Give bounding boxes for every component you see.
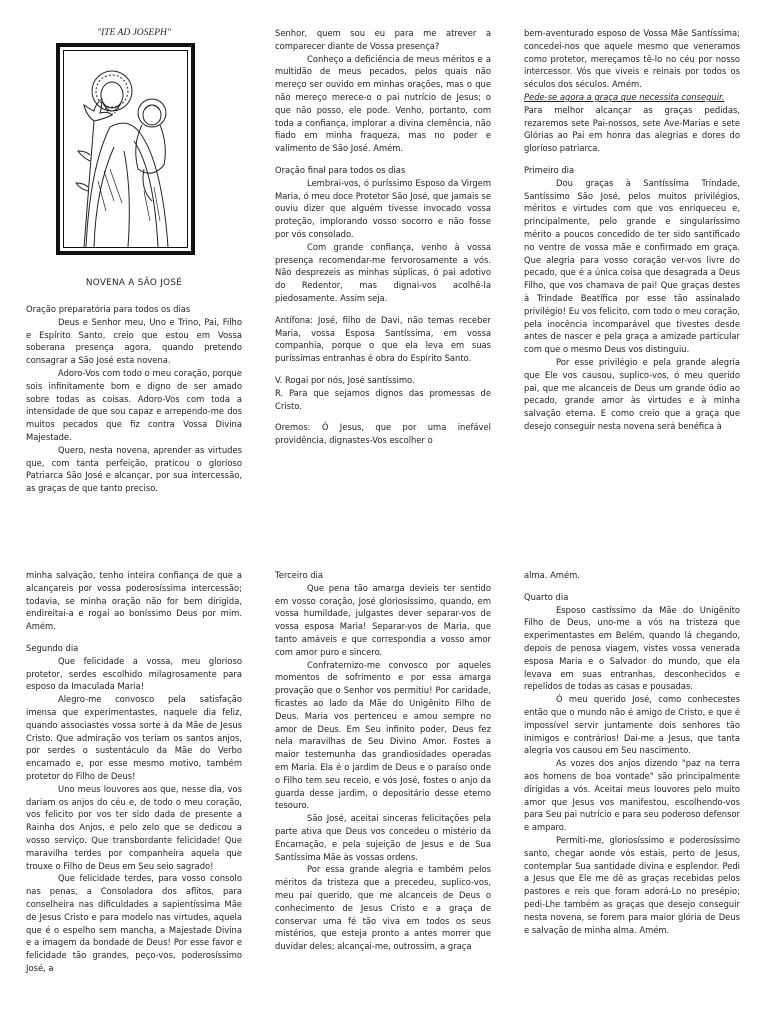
- section-heading: Quarto dia: [524, 591, 569, 602]
- paragraph: Que pena tão amarga devieis ter sentido em vosso coração, José gloriosíssimo, quando, em vossa humildade, julgastes dever separar-vos de vossa esposa Maria! Separar-vos de Maria, que tanto amáveis e que correspondia a vosso amor com amor puro e sincero.: [275, 582, 491, 657]
- paragraph: Que felicidade a vossa, meu glorioso protetor, serdes escolhido milagrosamente para esposo da Imaculada Maria!: [26, 655, 242, 692]
- paragraph: Uno meus louvores aos que, nesse dia, vos dariam os anjos do céu e, de todo o meu coração, vos felicito por vos ter sido dada de presente a Rainha dos Anjos, e pelo zelo que se dedicou a vosso serviço. Que transbordante felicidade! Que maravilha terdes por companheira aquela que trouxe o Filho de Deus em Seu seio sagrado!: [26, 783, 242, 871]
- paragraph: Terceiro dia: [275, 570, 324, 580]
- section-heading: Oração preparatória para todos os dias: [26, 304, 191, 314]
- top-column-1: [26, 303, 242, 495]
- cover-title: NOVENA A SÃO JOSÉ: [85, 278, 183, 288]
- paragraph: Permiti-me, gloriosíssimo e poderosíssimo santo, chegar aonde vós estais, perto de Jesus, contemplar Sua santidade divina e esplendor. Pedi a Jesus que Ele me dê as graças recebidas pelos pastores e reis que foram adorá-Lo no presépio; pedi-Lhe também as graças que desejo conseguir nesta novena, se forem para maior glória de Deus e salvação de minha alma. Amém.: [524, 834, 740, 935]
- paragraph: Alegro-me convosco pela satisfação imensa que experimentastes, naquele dia feliz, quando associastes vossa sorte à da Mãe de Jesus Cristo. Que admiração vos teriam os santos anjos, por serdes o sustentáculo da Mãe do Verbo encarnado e, por esse mesmo motivo, também protetor do Filho de Deus!: [26, 694, 242, 781]
- paragraph: Por essa grande alegria e também pelos méritos da tristeza que a precedeu, suplico-vos, meu pai querido, que me alcanceis de Deus o conhecimento de Jesus Cristo e a graça de conservar uma fé tão viva em todos os seus mistérios, que esteja pronto a antes morrer que duvidar deles; alcançai-me, outrossim, a graça: [275, 864, 491, 952]
- paragraph: São José, aceitai sinceras felicitações pela parte ativa que Deus vos concedeu o mistério da Encarnação, e pela sujeição de Jesus e de Sua Santíssima Mãe às vossas ordens.: [275, 813, 491, 862]
- bottom-column-2: [275, 569, 491, 953]
- saint-joseph-engraving: [56, 43, 195, 255]
- paragraph: Dou graças à Santíssima Trindade, Santíssimo São José, pelos muitos privilégios, méritos e virtudes com que vos enriqueceu e, principalmente, pelo grande e singularíssimo mérito a poucos concedido de ter sido santificado no ventre de vossa mãe e confirmado em graça. Que alegria para vosso coração ver-vos livre do pecado, que é a única coisa que desagrada a Deus Filho, que vos chamava de pai! Que graças destes à Trindade Beatífica por esse tão assinalado privilégio! Eu vos felicito, com todo o meu coração, pela inocência incomparável que tivestes desde antes de nascer e pela graça a amizade particular com que o mesmo Deus vos distinguiu.: [524, 177, 740, 355]
- paragraph: Por esse privilégio e pela grande alegria que Ele vos causou, suplico-vos, ó meu querido pai, que me alcanceis de Deus um grande ódio ao pecado, grande amor às virtudes e à minha salvação eterna. E como creio que a graça que desejo conseguir nesta novena será benéfica à: [524, 356, 740, 431]
- paragraph: alma. Amém.: [524, 570, 580, 580]
- paragraph: Ó meu querido José, como conhecestes então que o mundo não é amigo de Cristo, e que é impossível servir juntamente dois senhores tão inimigos e contrários! Dai-me a Jesus, que tanta alegria vos causou em Seu nascimento.: [524, 694, 740, 756]
- paragraph: Para melhor alcançar as graças pedidas, rezaremos sete Pai-nossos, sete Ave-Marias e sete Glórias ao Pai em honra das alegrias e dores do glorioso patriarca.: [524, 104, 740, 154]
- bottom-column-3: [524, 569, 740, 936]
- paragraph: Quero, nesta novena, aprender as virtudes que, com tanta perfeição, praticou o glorioso Patriarca São José e alcançar, por sua intercessão, as graças de que tanto preciso.: [26, 444, 242, 494]
- saint-joseph-with-child-illustration: [64, 51, 187, 247]
- section-heading: Antífona: José, filho de Davi, não temas receber Maria, vossa Esposa Santíssima, em vossa companhia, porque o que ela leva em suas puríssimas entranhas é obra do Espírito Santo.: [275, 314, 491, 364]
- paragraph: As vozes dos anjos dizendo "paz na terra aos homens de boa vontade" são principalmente dirigidas a vós. Aceitai meus louvores pelo muito amor que Jesus vos manifestou, escolhendo-vos para Seu pai nutrício e para seu poderoso defensor e amparo.: [524, 758, 740, 833]
- paragraph: Senhor, quem sou eu para me atrever a comparecer diante de Vossa presença?: [275, 28, 491, 51]
- top-column-2: [275, 27, 491, 447]
- section-heading: Oremos: Ó Jesus, que por uma inefável providência, dignastes-Vos escolher o: [275, 422, 491, 446]
- paragraph: Deus e Senhor meu, Uno e Trino, Pai, Filho e Espírito Santo, creio que estou em Vossa soberana presença agora, quando pretendo consagrar a São José esta novena.: [26, 316, 242, 366]
- section-heading: Segundo dia: [26, 642, 79, 653]
- section-heading: Oração final para todos os dias: [275, 164, 406, 175]
- paragraph: R. Para que sejamos dignos das promessas de Cristo.: [275, 387, 491, 411]
- cover-tagline: "ITE AD JOSEPH": [97, 28, 171, 38]
- paragraph: minha salvação, tenho inteira confiança de que a alcançareis por vossa poderosíssima intercessão; todavia, se minha oração não for bem dirigida, endireitai-a e rogai ao boníssimo Deus por mim. Amém.: [26, 570, 242, 632]
- paragraph: Pede-se agora a graça que necessita conseguir.: [524, 91, 725, 102]
- paragraph: Lembrai-vos, ó puríssimo Esposo da Virgem Maria, ó meu doce Protetor São José, que jamais se ouviu dizer que alguém tivesse invocado vossa proteção, implorando vosso socorro e não fosse por vós consolado.: [275, 177, 491, 239]
- paragraph: bem-aventurado esposo de Vossa Mãe Santíssima; concedei-nos que aquele mesmo que veneramos como protetor, mereçamos tê-lo no céu por nosso intercessor. Vós que viveis e reinais por todos os séculos dos séculos. Amém.: [524, 28, 740, 90]
- engraving-inner-border: [63, 50, 188, 248]
- paragraph: Que felicidade terdes, para vosso consolo nas penas, a Consoladora dos aflitos, para conselheira nas dificuldades a sapientíssima Mãe de Jesus Cristo e para modelo nas virtudes, aquela que é o espelho sem mancha, a Majestade Divina e a imagem da bondade de Deus! Por esse favor e felicidade tão grandes, peço-vos, poderosíssimo José, a: [26, 873, 242, 973]
- paragraph: Conheço a deficiência de meus méritos e a multidão de meus pecados, pelos quais não mereço ser ouvido em minhas orações, mas o que não mereço merece-o o pai nutrício de Jesus; o que não posso, ele pode. Venho, portanto, com toda a confiança, implorar a divina clemência, não fiado em minha fraqueza, mas no poder e valimento de São José. Amém.: [275, 53, 491, 154]
- top-column-3: [524, 27, 740, 433]
- section-heading: V. Rogai por nós, José santíssimo.: [275, 374, 415, 385]
- paragraph: Esposo castíssimo da Mãe do Unigênito Filho de Deus, uno-me a vós na tristeza que experimentastes em Belém, quando lá chegando, depois de penosa viagem, vistes vossa venerada esposa Maria e o Salvador do mundo, que ela levava em suas entranhas, desconhecidos e repelidos de todas as casas e pousadas.: [524, 604, 740, 692]
- paragraph: Com grande confiança, venho à vossa presença recomendar-me fervorosamente a vós. Não desprezeis as minhas súplicas, ó pai adotivo do Redentor, mas dignai-vos acolhê-la piedosamente. Assim seja.: [275, 241, 491, 303]
- bottom-column-1: [26, 569, 242, 975]
- section-heading: Primeiro dia: [524, 164, 575, 175]
- paragraph: Adoro-Vos com todo o meu coração, porque sois infinitamente bom e digno de ser amado sobre todas as coisas. Adoro-Vos com toda a intensidade de que sou capaz e arrependo-me dos muitos pecados que fiz contra Vossa Divina Majestade.: [26, 367, 242, 442]
- paragraph: Confraternizo-me convosco por aqueles momentos de sofrimento e por essa amarga provação que o Senhor vos permitiu! Por caridade, ficastes ao lado da Mãe do Unigênito Filho de Deus. Maria vos pertenceu e amou sempre no amor de Deus. Em Seu infinito poder, Deus fez nela maravilhas de Seu Divino Amor. Fostes a maior testemunha das grandiosidades operadas em Maria. Ela é o jardim de Deus e o paraíso onde o Filho tem seu receio, e vós José, fostes o anjo da guarda desse jardim, o depositário desse eterno tesouro.: [275, 659, 491, 811]
